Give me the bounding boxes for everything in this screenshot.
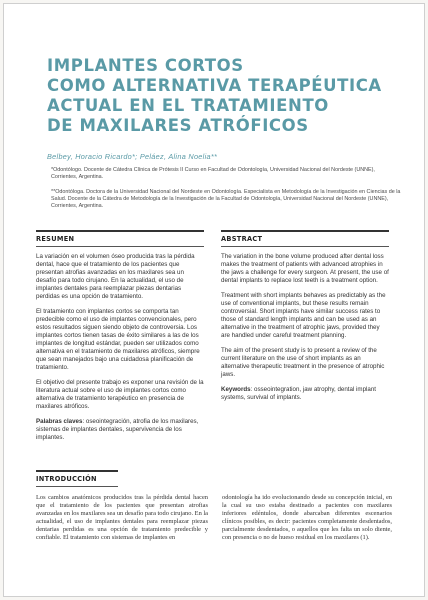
abstract-keywords-label: Keywords bbox=[221, 386, 251, 393]
title-line-4: DE MAXILARES ATRÓFICOS bbox=[47, 116, 309, 135]
intro-bottom-rule bbox=[36, 486, 118, 487]
resumen-top-rule bbox=[36, 230, 204, 232]
resumen-paragraph-1: La variación en el volumen óseo producida tras la pérdida dental, hace que el tratamiento de los pacientes que presentan atrofias avanzadas en los maxilares sea un desafío para todo cirujano. En la actualidad, el uso de implantes dentales para reemplazar piezas dentarias perdidas es una opción de tratamiento. bbox=[36, 253, 195, 300]
intro-top-rule bbox=[36, 470, 118, 472]
intro-right-column: odontología ha ido evolucionando desde su concepción inicial, en la cual su uso estaba destinado a pacientes con maxilares inferiores edéntulos, donde abarcaban diferentes escenarios clínicos posibles, es decir: pacientes completamente desdentados, parcialmente desdentados, o aquellos que les falta un solo diente, con presencia o no de hueso residual en los maxilares (1). bbox=[222, 494, 392, 541]
resumen-heading: RESUMEN bbox=[36, 235, 75, 243]
authors: Belbey, Horacio Ricardo*; Peláez, Alina Noelia** bbox=[47, 152, 218, 161]
resumen-paragraph-2: El tratamiento con implantes cortos se comporta tan predecible como el uso de implantes convencionales, pero estos resultados siguen siendo objeto de controversia. Los implantes cortos tienen tasas de éxito similares a las de los implantes de longitud estándar, pueden ser utilizados como alternativa en el tratamiento de maxilares atróficos, siempre que sean manejados bajo una cuidadosa planificación de tratamiento. bbox=[36, 308, 200, 371]
resumen-paragraph-3: El objetivo del presente trabajo es exponer una revisión de la literatura actual sobre el uso de implantes cortos como alternativa de tratamiento terapéutico en presencia de maxilares atróficos. bbox=[36, 379, 204, 410]
affiliation-2: **Odontóloga. Doctora de la Universidad Nacional del Nordeste en Odontología. Especialista en Metodología de la Investigación en Ciencias de la Salud. Docente de la Cátedra de Metodología de la Investigación de la Facultad de Odontología, Universidad Nacional del Nordeste (UNNE), Corrientes, Argentina. bbox=[51, 189, 401, 209]
resumen-keywords-label: Palabras claves bbox=[36, 418, 83, 425]
abstract-paragraph-2: Treatment with short implants behaves as predictably as the use of conventional implants, but these results remain controversial. Short implants have similar success rates to those of standard length implants and can be used as an alternative in the treatment of atrophic jaws, provided they are handled under careful treatment planning. bbox=[221, 292, 386, 339]
intro-left-column: Los cambios anatómicos producidos tras la pérdida dental hacen que el tratamiento de los pacientes que presentan atrofias avanzadas en los maxilares sea un desafío para todo cirujano. En la actualidad, el uso de implantes dentales para reemplazar piezas dentarias perdidas es una opción de tratamiento predecible y confiable. El tratamiento con sistemas de implantes en bbox=[36, 494, 208, 541]
intro-heading: INTRODUCCIÓN bbox=[36, 475, 97, 483]
title-line-1: IMPLANTES CORTOS bbox=[47, 56, 244, 75]
affiliation-1: *Odontólogo. Docente de Cátedra Clínica de Prótesis II Curso en Facultad de Odontología, Universidad Nacional del Nordeste (UNNE), Corrientes, Argentina. bbox=[51, 167, 375, 180]
abstract-heading: ABSTRACT bbox=[221, 235, 263, 243]
abstract-top-rule bbox=[221, 230, 389, 232]
title-line-2: COMO ALTERNATIVA TERAPÉUTICA bbox=[47, 76, 382, 95]
abstract-keywords-text: : osseointegration, jaw atrophy, dental implant systems, survival of implants. bbox=[221, 386, 377, 401]
abstract-paragraph-3: The aim of the present study is to present a review of the current literature on the use of short implants as an alternative therapeutic treatment in the presence of atrophic jaws. bbox=[221, 347, 385, 378]
abstract-bottom-rule bbox=[221, 246, 389, 247]
abstract-body bbox=[221, 253, 389, 409]
title-line-3: ACTUAL EN EL TRATAMIENTO bbox=[47, 96, 329, 115]
resumen-bottom-rule bbox=[36, 246, 204, 247]
resumen-keywords-text: : oseointegración, atrofia de los maxilares, sistemas de implantes dentales, supervivencia de los implantes. bbox=[36, 418, 199, 441]
resumen-body bbox=[36, 253, 204, 449]
abstract-paragraph-1: The variation in the bone volume produced after dental loss makes the treatment of patients with advanced atrophies in the jaws a challenge for every surgeon. At present, the use of dental implants to replace lost teeth is a treatment option. bbox=[221, 253, 389, 284]
abstract-keywords bbox=[221, 386, 389, 402]
article-title bbox=[47, 56, 387, 136]
resumen-keywords bbox=[36, 418, 204, 442]
